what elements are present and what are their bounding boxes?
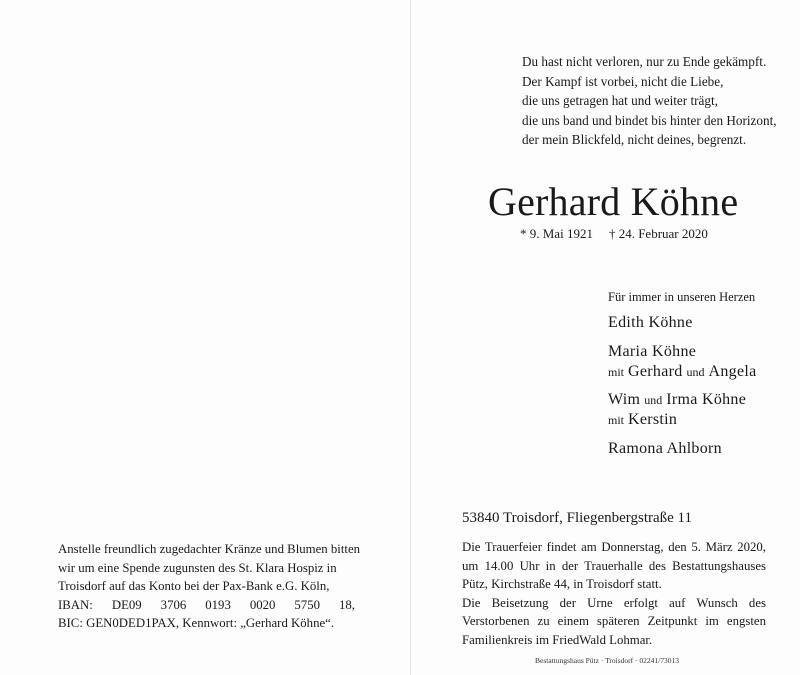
birth-date: * 9. Mai 1921 bbox=[520, 226, 593, 241]
mourner-ramona: Ramona Ahlborn bbox=[608, 440, 722, 457]
mourner-wim-irma bbox=[608, 391, 746, 409]
word-und: und bbox=[686, 365, 705, 379]
bic-line: BIC: GEN0DED1PAX, Kennwort: „Gerhard Köhne“. bbox=[58, 616, 335, 630]
iban-word: 5750 bbox=[294, 597, 320, 612]
mourner-wim: Wim bbox=[608, 391, 641, 408]
funeral-home-footer: Bestattungshaus Pütz · Troisdorf · 02241/73013 bbox=[535, 656, 679, 665]
poem-line: der mein Blickfeld, nicht deines, begrenzt. bbox=[522, 132, 747, 147]
iban-word: 3706 bbox=[160, 597, 187, 612]
donation-notice bbox=[58, 540, 361, 633]
iban-line bbox=[58, 596, 355, 615]
burial-paragraph: Die Beisetzung der Urne erfolgt auf Wunsch des Verstorbenen zu einem späteren Zeitpunkt im engsten Familienkreis im FriedWald Lohmar. bbox=[462, 595, 766, 647]
word-und: und bbox=[644, 393, 663, 407]
donation-line: wir um eine Spende zugunsten des St. Klara Hospiz in bbox=[58, 560, 337, 575]
mourner-angela: Angela bbox=[708, 363, 757, 380]
deceased-name: Gerhard Köhne bbox=[488, 179, 739, 224]
iban-word: 0193 bbox=[205, 597, 231, 612]
life-dates bbox=[520, 226, 708, 242]
mourner-gerhard: Gerhard bbox=[628, 363, 683, 380]
mourner-maria-family bbox=[608, 363, 757, 381]
iban-word: DE09 bbox=[111, 597, 142, 612]
address: 53840 Troisdorf, Fliegenbergstraße 11 bbox=[462, 510, 692, 526]
poem-line: die uns getragen hat und weiter trägt, bbox=[522, 93, 718, 108]
iban-word: IBAN: bbox=[58, 597, 93, 612]
poem-line: Der Kampf ist vorbei, nicht die Liebe, bbox=[522, 73, 724, 89]
poem bbox=[522, 52, 777, 150]
poem-line: Du hast nicht verloren, nur zu Ende gekämpft. bbox=[522, 54, 767, 69]
word-mit: mit bbox=[608, 413, 625, 427]
mourner-kerstin: Kerstin bbox=[628, 411, 678, 428]
mourner-kerstin-line bbox=[608, 411, 677, 429]
ceremony-paragraph: Die Trauerfeier findet am Donnerstag, den 5. März 2020, um 14.00 Uhr in der Trauerhalle des Bestattungshauses Pütz, Kirchstraße 44, in Troisdorf statt. bbox=[462, 540, 766, 591]
poem-line: die uns band und bindet bis hinter den Horizont, bbox=[522, 112, 777, 128]
death-date: † 24. Februar 2020 bbox=[608, 226, 708, 241]
mourner-maria: Maria Köhne bbox=[608, 343, 697, 360]
donation-line: Anstelle freundlich zugedachter Kränze und Blumen bitten bbox=[58, 542, 361, 556]
iban-word: 0020 bbox=[249, 597, 276, 612]
ceremony-info bbox=[462, 538, 766, 649]
mourner-irma: Irma Köhne bbox=[666, 391, 747, 408]
mourners-intro: Für immer in unseren Herzen bbox=[608, 290, 756, 304]
page-fold bbox=[410, 0, 411, 675]
word-mit: mit bbox=[608, 365, 625, 379]
mourner-edith: Edith Köhne bbox=[608, 314, 693, 331]
iban-word: 18, bbox=[338, 597, 355, 612]
donation-line: Troisdorf auf das Konto bei der Pax-Bank e.G. Köln, bbox=[58, 579, 330, 593]
